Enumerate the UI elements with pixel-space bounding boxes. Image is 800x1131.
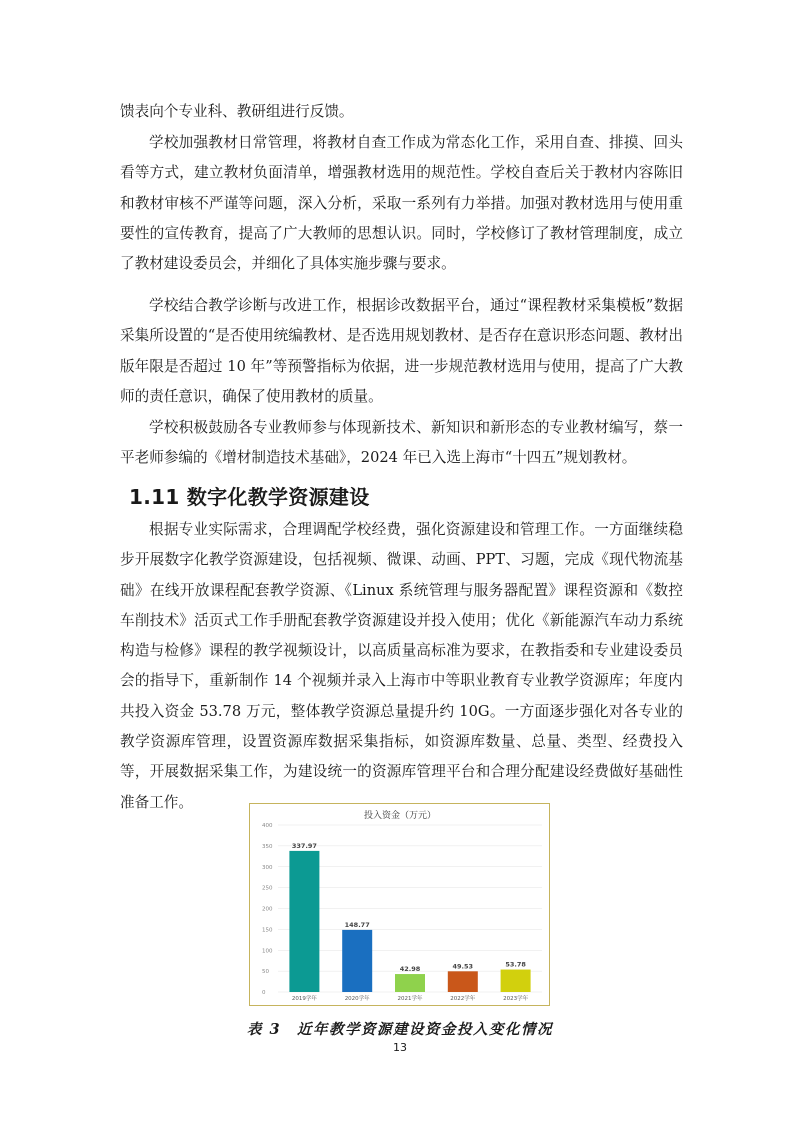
bar-chart-svg	[250, 804, 549, 1005]
page-number: 13	[393, 1041, 407, 1054]
y-tick-label: 0	[262, 990, 266, 996]
paragraph-diagnosis-platform: 学校结合教学诊断与改进工作，根据诊改数据平台，通过“课程教材采集模板”数据采集所设置的“是否使用统编教材、是否选用规划教材、是否存在意识形态问题、教材出版年限是否超过 10 年”等预警指标为依据，进一步规范教材选用与使用，提高了广大教师的责任意识，确保了使用教材的质量。	[120, 297, 683, 405]
x-tick-label: 2020学年	[344, 996, 370, 1002]
bar-value-label: 148.77	[344, 920, 370, 929]
bar-2023学年	[501, 970, 531, 992]
bar-value-label: 337.97	[291, 841, 317, 850]
x-tick-label: 2021学年	[397, 996, 423, 1002]
y-tick-label: 150	[262, 927, 273, 934]
y-tick-label: 200	[262, 906, 273, 913]
x-tick-label: 2019学年	[291, 996, 317, 1002]
bar-2021学年	[395, 974, 425, 992]
paragraph-textbook-management: 学校加强教材日常管理，将教材自查工作成为常态化工作，采用自查、排摸、回头看等方式，建立教材负面清单，增强教材选用的规范性。学校自查后关于教材内容陈旧和教材审核不严谨等问题，深入分析，采取一系列有力举措。加强对教材选用与使用重要性的宣传教育，提高了广大教师的思想认识。同时，学校修订了教材管理制度，成立了教材建设委员会，并细化了具体实施步骤与要求。	[120, 134, 683, 273]
y-tick-label: 300	[262, 864, 273, 871]
y-tick-label: 250	[262, 885, 273, 892]
bar-2022学年	[448, 971, 478, 992]
x-tick-label: 2023学年	[503, 996, 529, 1002]
x-tick-label: 2022学年	[450, 996, 476, 1002]
bar-value-label: 42.98	[399, 965, 421, 974]
paragraph-textbook-writing: 学校积极鼓励各专业教师参与体现新技术、新知识和新形态的专业教材编写，蔡一平老师参编的《增材制造技术基础》，2024 年已入选上海市“十四五”规划教材。	[120, 419, 683, 467]
section-heading: 1.11 数字化教学资源建设	[129, 485, 370, 509]
investment-chart	[249, 803, 550, 1006]
bar-2019学年	[289, 851, 319, 992]
y-tick-label: 50	[262, 969, 269, 976]
bar-2020学年	[342, 930, 372, 992]
bar-value-label: 49.53	[452, 962, 474, 971]
y-tick-label: 350	[262, 843, 273, 850]
paragraph-continuation: 馈表向个专业科、教研组进行反馈。	[120, 103, 354, 120]
figure-caption: 表 3 近年教学资源建设资金投入变化情况	[246, 1021, 554, 1038]
paragraph-digital-resources: 根据专业实际需求，合理调配学校经费，强化资源建设和管理工作。一方面继续稳步开展数字化教学资源建设，包括视频、微课、动画、PPT、习题，完成《现代物流基础》在线开放课程配套教学资源、《Linux 系统管理与服务器配置》课程资源和《数控车削技术》活页式工作手册配套教学资源建设并投入使用；优化《新能源汽车动力系统构造与检修》课程的教学视频设计，以高质量高标准为要求，在教指委和专业建设委员会的指导下，重新制作 14 个视频并录入上海市中等职业教育专业教学资源库；年度内共投入资金 53.78 万元，整体教学资源总量提升约 10G。一方面逐步强化对各专业的教学资源库管理，设置资源库数据采集指标，如资源库数量、总量、类型、经费投入等，开展数据采集工作，为建设统一的资源库管理平台和合理分配建设经费做好基础性准备工作。	[120, 521, 683, 811]
bar-value-label: 53.78	[505, 960, 526, 969]
chart-title: 投入资金（万元）	[363, 811, 437, 821]
y-tick-label: 100	[262, 948, 273, 955]
y-tick-label: 400	[262, 823, 273, 829]
